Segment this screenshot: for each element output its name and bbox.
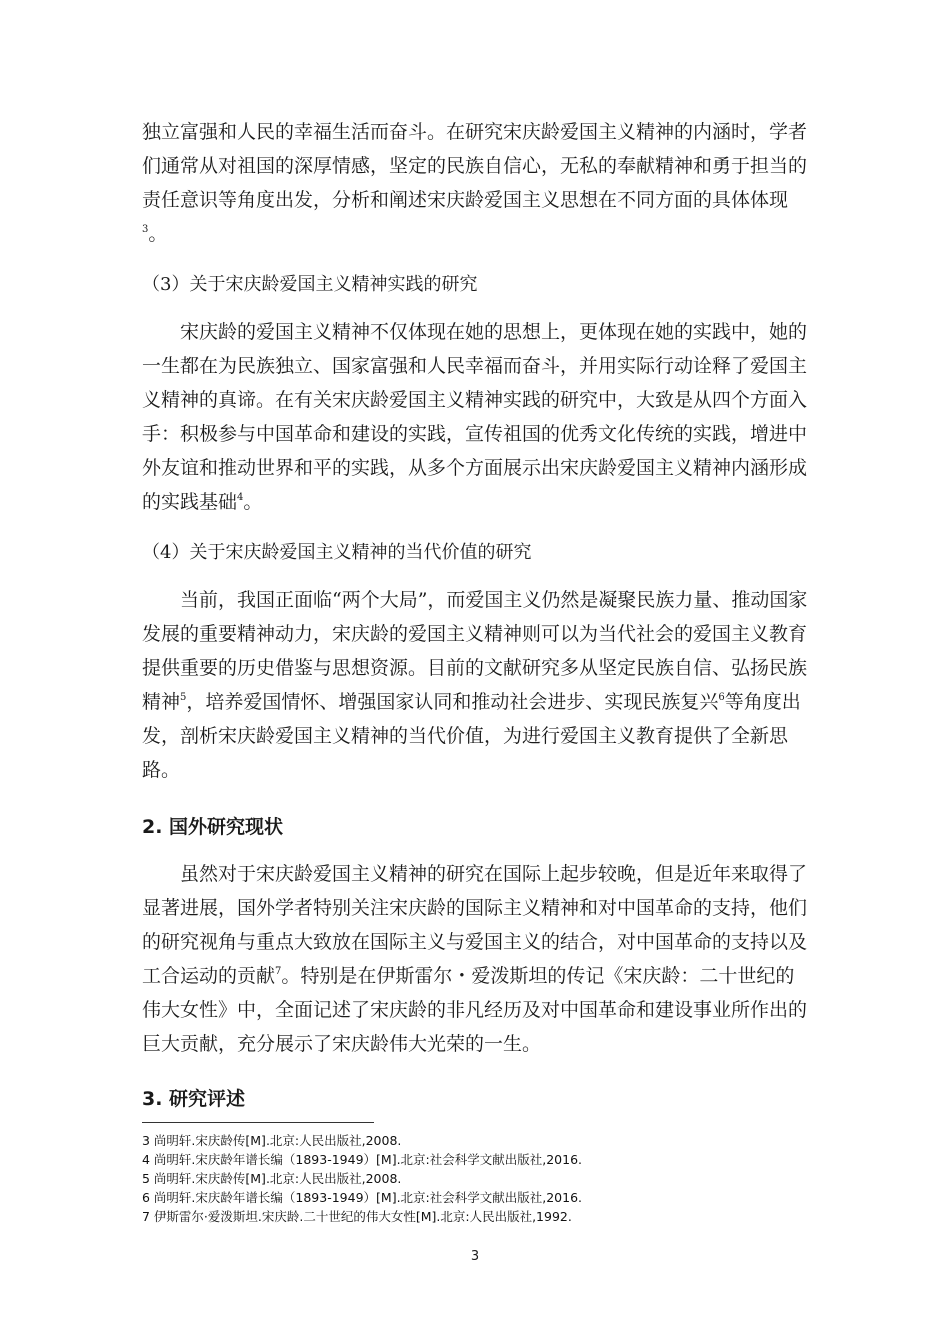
page-number: 3 bbox=[470, 1249, 480, 1264]
footnote-ref-3[interactable]: 3 bbox=[142, 224, 149, 235]
footnote-ref-7[interactable]: 7 bbox=[275, 966, 282, 977]
footnote-ref-5[interactable]: 5 bbox=[180, 692, 187, 703]
footnote-3: 3 尚明轩.宋庆龄传[M].北京:人民出版社,2008. bbox=[142, 1133, 402, 1148]
footnote-6: 6 尚明轩.宋庆龄年谱长编（1893-1949）[M].北京:社会科学文献出版社,2016. bbox=[142, 1190, 583, 1205]
section-heading-foreign-research: 2. 国外研究现状 bbox=[142, 816, 284, 838]
footnote-7: 7 伊斯雷尔·爱泼斯坦.宋庆龄.二十世纪的伟大女性[M].北京:人民出版社,1992. bbox=[142, 1209, 572, 1224]
paragraph-patriotism-connotation: 独立富强和人民的幸福生活而奋斗。在研究宋庆龄爱国主义精神的内涵时，学者们通常从对祖国的深厚情感，坚定的民族自信心，无私的奉献精神和勇于担当的责任意识等角度出发，分析和阐述宋庆龄爱国主义思想在不同方面的具体体现$^3$。 bbox=[142, 121, 808, 245]
subheading-contemporary-value: （4）关于宋庆龄爱国主义精神的当代价值的研究 bbox=[142, 542, 532, 563]
footnote-ref-4[interactable]: 4 bbox=[237, 492, 244, 503]
paragraph-practice: 宋庆龄的爱国主义精神不仅体现在她的思想上，更体现在她的实践中，她的一生都在为民族独立、国家富强和人民幸福而奋斗，并用实际行动诠释了爱国主义精神的真谛。在有关宋庆龄爱国主义精神实践的研究中，大致是从四个方面入手：积极参与中国革命和建设的实践，宣传祖国的优秀文化传统的实践，增进中外友谊和推动世界和平的实践，从多个方面展示出宋庆龄爱国主义精神内涵形成的实践基础$^4$。 bbox=[142, 321, 808, 513]
footnote-5: 5 尚明轩.宋庆龄传[M].北京:人民出版社,2008. bbox=[142, 1171, 402, 1186]
footnote-divider bbox=[142, 1122, 374, 1123]
paragraph-foreign-research: 虽然对于宋庆龄爱国主义精神的研究在国际上起步较晚，但是近年来取得了显著进展，国外学者特别关注宋庆龄的国际主义精神和对中国革命的支持，他们的研究视角与重点大致放在国际主义与爱国主义的结合，对中国革命的支持以及工合运动的贡献$^7$。特别是在伊斯雷尔・爱泼斯坦的传记《宋庆龄：二十世纪的伟大女性》中，全面记述了宋庆龄的非凡经历及对中国革命和建设事业所作出的巨大贡献，充分展示了宋庆龄伟大光荣的一生。 bbox=[142, 863, 808, 1055]
section-heading-research-review: 3. 研究评述 bbox=[142, 1088, 246, 1110]
footnote-4: 4 尚明轩.宋庆龄年谱长编（1893-1949）[M].北京:社会科学文献出版社,2016. bbox=[142, 1152, 583, 1167]
subheading-practice-research: （3）关于宋庆龄爱国主义精神实践的研究 bbox=[142, 274, 478, 295]
paragraph-contemporary-value: 当前，我国正面临“两个大局”，而爱国主义仍然是凝聚民族力量、推动国家发展的重要精神动力，宋庆龄的爱国主义精神则可以为当代社会的爱国主义教育提供重要的历史借鉴与思想资源。目前的文献研究多从坚定民族自信、弘扬民族精神$^5$，培养爱国情怀、增强国家认同和推动社会进步、实现民族复兴$^6$等角度出发，剖析宋庆龄爱国主义精神的当代价值，为进行爱国主义教育提供了全新思路。 bbox=[142, 589, 808, 781]
footnote-ref-6[interactable]: 6 bbox=[718, 692, 725, 703]
